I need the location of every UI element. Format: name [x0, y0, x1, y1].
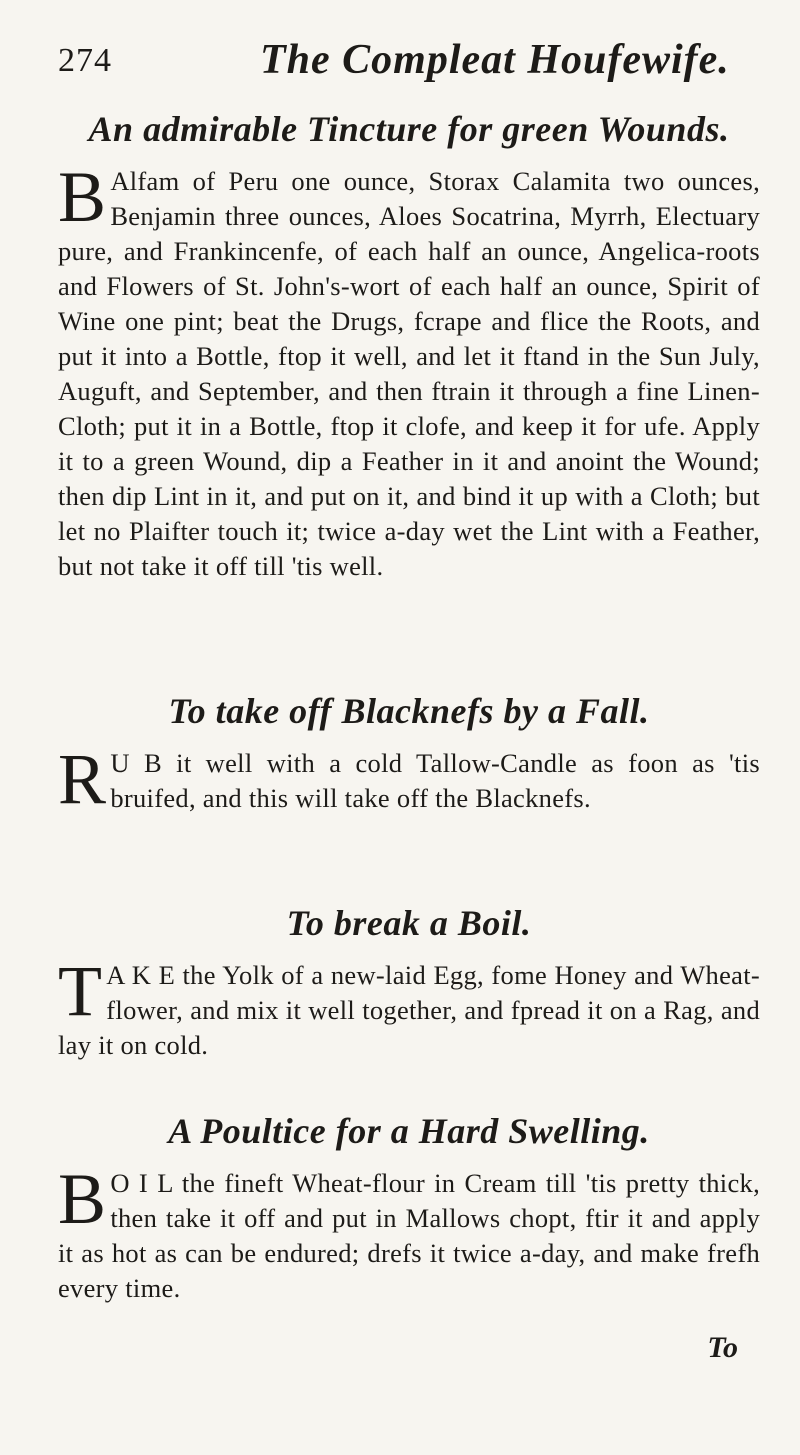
recipe-text — [58, 1159, 760, 1306]
page-header — [58, 36, 750, 96]
recipe-heading: An admirable Tincture for green Wounds. — [88, 109, 730, 149]
drop-cap: B — [58, 1159, 107, 1239]
recipe-text — [58, 951, 760, 1063]
catchword: To — [707, 1331, 738, 1364]
recipe-boil — [58, 902, 760, 1063]
recipe-body: Alfam of Peru one ounce, Storax Calamita two ounces, Benjamin three ounces, Aloes Socatrina, Myrrh, Electuary pure, and Frankincenfe, of each half an ounce, Angelica-roots and Flowers of St. John's-wort of each half an ounce, Spirit of Wine one pint; beat the Drugs, fcrape and flice the Roots, and put it into a Bottle, ftop it well, and let it ftand in the Sun July, Auguft, and September, and then ftrain it through a fine Linen-Cloth; put it in a Bottle, ftop it clofe, and keep it for ufe. Apply it to a green Wound, dip a Feather in it and anoint the Wound; then dip Lint in it, and put on it, and bind it up with a Cloth; but let no Plaifter touch it; twice a-day wet the Lint with a Feather, but not take it off till 'tis well. — [58, 166, 760, 581]
running-title: The Compleat Houfewife. — [260, 37, 730, 83]
recipe-heading: A Poultice for a Hard Swelling. — [168, 1111, 650, 1151]
recipe-green-wounds — [58, 108, 760, 584]
recipe-body: A K E the Yolk of a new-laid Egg, fome Honey and Wheat-flower, and mix it well together, and fpread it on a Rag, and lay it on cold. — [58, 960, 760, 1060]
drop-cap: T — [58, 951, 103, 1031]
drop-cap: B — [58, 157, 107, 237]
recipe-body: O I L the fineft Wheat-flour in Cream till 'tis pretty thick, then take it off and put in Mallows chopt, ftir it and apply it as hot as can be endured; drefs it twice a-day, and make frefh every time. — [58, 1168, 760, 1303]
recipe-heading: To take off Blacknefs by a Fall. — [168, 691, 650, 731]
recipe-blackness — [58, 690, 760, 819]
recipe-text — [58, 157, 760, 584]
drop-cap: R — [58, 739, 107, 819]
recipe-poultice — [58, 1110, 760, 1306]
recipe-heading: To break a Boil. — [286, 903, 532, 943]
recipe-text — [58, 739, 760, 819]
recipe-body: U B it well with a cold Tallow-Candle as foon as 'tis bruifed, and this will take off the Blacknefs. — [110, 748, 760, 813]
page-number: 274 — [58, 42, 112, 79]
